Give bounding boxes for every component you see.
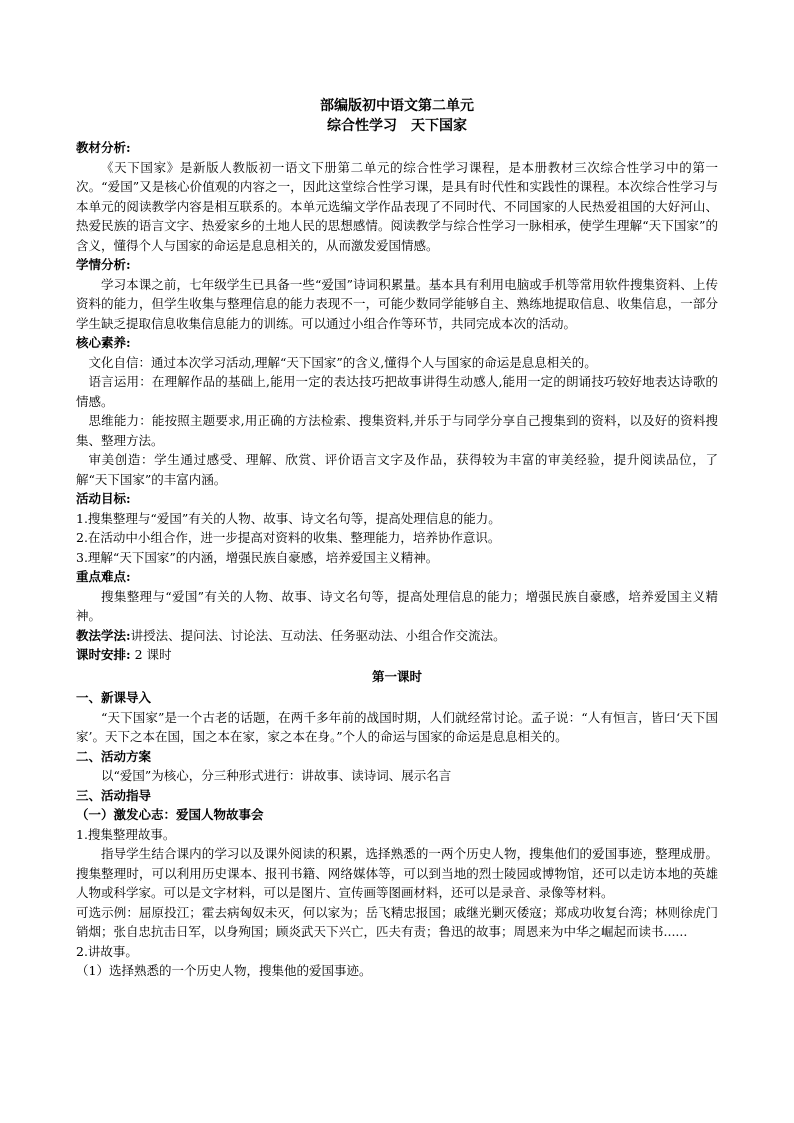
- keshi-label: 课时安排:: [76, 647, 131, 662]
- paragraph-fangan: 以“爱国”为核心，分三种形式进行：讲故事、读诗词、展示名言: [101, 768, 452, 783]
- doc-title: 部编版初中语文第二单元: [320, 98, 474, 114]
- keshi-text: 2 课时: [134, 647, 172, 662]
- list-item: （1）选择熟悉的一个历史人物，搜集他的爱国事迹。: [76, 963, 372, 978]
- paragraph-zhongdian: 搜集整理与“爱国”有关的人物、故事、诗文名句等，提高处理信息的能力；增强民族自豪感，培养爱国主义精神。: [76, 588, 718, 623]
- paragraph-examples: 可选示例：屈原投江；霍去病匈奴未灭，何以家为；岳飞精忠报国；戚继光剿灭倭寇；郑成功收复台湾；林则徐虎门销烟；张自忠抗击日军，以身殉国；顾炎武天下兴亡，匹夫有责；鲁迅的故事；周恩来为中华之崛起而读书......: [76, 904, 718, 939]
- paragraph-jiaocai: 《天下国家》是新版人教版初一语文下册第二单元的综合性学习课程，是本册教材三次综合性学习中的第一次。“爱国”又是核心价值观的内容之一，因此这堂综合性学习课，是具有时代性和实践性的课程。本次综合性学习与本单元的阅读教学内容是相互联系的。本单元选编文学作品表现了不同时代、不同国家的人民热爱祖国的大好河山、热爱民族的语言文字、热爱家乡的土地人民的思想感情。阅读教学与综合性学习一脉相承，使学生理解“天下国家”的含义，懂得个人与国家的命运是息息相关的，从而激发爱国情感。: [76, 159, 718, 253]
- hexin-item: 文化自信：通过本次学习活动,理解“天下国家”的含义,懂得个人与国家的命运是息息相关的。: [88, 354, 597, 370]
- list-item: 2.讲故事。: [76, 943, 138, 959]
- section-heading-mubiao: 活动目标:: [76, 491, 131, 506]
- section-heading-hexin: 核心素养:: [76, 335, 131, 350]
- keshi-line: [76, 645, 718, 665]
- paragraph-xueqing: 学习本课之前，七年级学生已具备一些“爱国”诗词积累量。基本具有利用电脑或手机等常用软件搜集资料、上传资料的能力，但学生收集与整理信息的能力表现不一，可能少数同学能够自主、熟练地提取信息、收集信息，一部分学生缺乏提取信息收集信息能力的训练。可以通过小组合作等环节，共同完成本次的活动。: [76, 276, 718, 331]
- jiaoxuefa-line: [76, 626, 718, 646]
- sub-heading-1: （一）激发心志：爱国人物故事会: [76, 807, 264, 822]
- doc-subtitle: 综合性学习 天下国家: [327, 118, 467, 134]
- hexin-item: 思维能力：能按照主题要求,用正确的方法检索、搜集资料,并乐于与同学分享自己搜集到的资料，以及好的资料搜集、整理方法。: [76, 413, 718, 448]
- jiaoxuefa-label: 教法学法:: [76, 627, 131, 643]
- paragraph-zhidao: 指导学生结合课内的学习以及课外阅读的积累，选择熟悉的一两个历史人物，搜集他们的爱国事迹，整理成册。搜集整理时，可以利用历史课本、报刊书籍、网络媒体等，可以到当地的烈士陵园或博物馆，还可以走访本地的英雄人物或科学家。可以是文字材料，可以是图片、宣传画等图画材料，还可以是录音、录像等材料。: [76, 846, 718, 900]
- step-heading-2: 二、活动方案: [76, 748, 152, 764]
- step-heading-1: 一、新课导入: [76, 690, 152, 705]
- mubiao-item: 2.在活动中小组合作，进一步提高对资料的收集、整理能力，培养协作意识。: [76, 530, 501, 545]
- section-heading-jiaocai: 教材分析:: [76, 140, 131, 155]
- list-item: 1.搜集整理故事。: [76, 826, 176, 842]
- section-heading-xueqing: 学情分析:: [76, 257, 131, 272]
- lesson-heading: 第一课时: [371, 668, 422, 684]
- mubiao-item: 3.理解“天下国家”的内涵，增强民族自豪感，培养爱国主义精神。: [76, 549, 439, 565]
- paragraph-daoru: “天下国家”是一个古老的话题，在两千多年前的战国时期，人们就经常讨论。孟子说：“人有恒言，皆曰‘天下国家’。天下之本在国，国之本在家，家之本在身。”个人的命运与国家的命运是息息相关的。: [76, 709, 718, 744]
- hexin-item: 语言运用：在理解作品的基础上,能用一定的表达技巧把故事讲得生动感人,能用一定的朗诵技巧较好地表达诗歌的情感。: [76, 374, 718, 409]
- section-heading-zhongdian: 重点难点:: [76, 569, 131, 584]
- step-heading-3: 三、活动指导: [76, 787, 152, 803]
- mubiao-item: 1.搜集整理与“爱国”有关的人物、故事、诗文名句等，提高处理信息的能力。: [76, 510, 501, 526]
- hexin-item: 审美创造：学生通过感受、理解、欣赏、评价语言文字及作品，获得较为丰富的审美经验，提升阅读品位，了解“天下国家”的丰富内涵。: [76, 452, 718, 487]
- jiaoxuefa-text: 讲授法、提问法、讨论法、互动法、任务驱动法、小组合作交流法。: [130, 627, 506, 643]
